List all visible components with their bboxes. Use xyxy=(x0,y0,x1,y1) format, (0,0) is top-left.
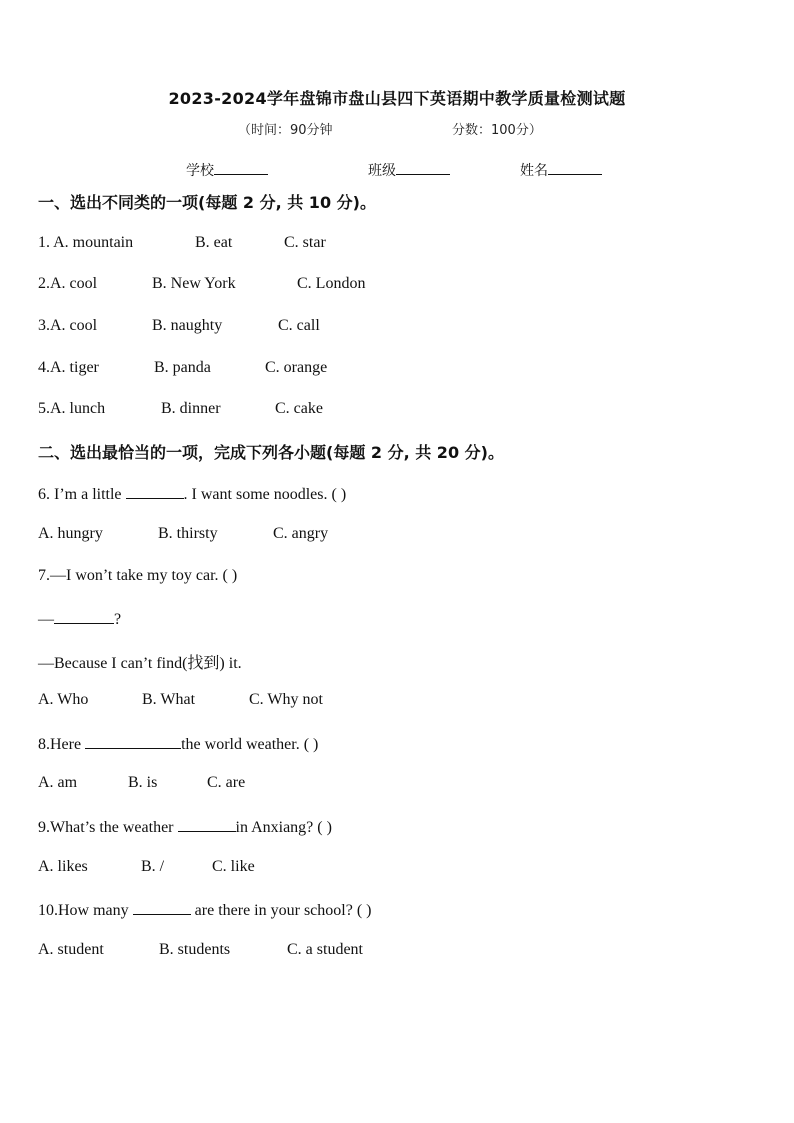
q9-text-post: in Anxiang? ( ) xyxy=(235,819,332,836)
class-field xyxy=(368,160,450,180)
time-label: （时间：90分钟 xyxy=(238,123,333,138)
school-field xyxy=(186,160,268,180)
q1-option-a: 1. A. mountain xyxy=(38,234,134,251)
q6-text-pre: 6. I’m a little xyxy=(38,486,126,503)
q1-option-b: B. eat xyxy=(195,234,233,251)
q8-option-a: A. am xyxy=(38,774,78,791)
q9-text-pre: 9.What’s the weather xyxy=(38,819,178,836)
q8-question xyxy=(38,733,318,754)
page-title: 2023-2024学年盘锦市盘山县四下英语期中教学质量检测试题 xyxy=(168,89,626,108)
q10-text-post: are there in your school? ( ) xyxy=(190,902,372,919)
q7-option-a: A. Who xyxy=(38,691,89,708)
q4-option-b: B. panda xyxy=(154,359,211,376)
school-blank xyxy=(214,160,268,175)
q7-question-mark: ? xyxy=(114,611,122,628)
q2-option-a: 2.A. cool xyxy=(38,275,98,292)
q7-option-c: C. Why not xyxy=(249,691,323,708)
q7-dialogue-line2 xyxy=(38,608,121,629)
q4-option-c: C. orange xyxy=(265,359,328,376)
q10-text-pre: 10.How many xyxy=(38,902,133,919)
q8-option-c: C. are xyxy=(207,774,246,791)
q6-answer-blank xyxy=(126,483,184,499)
q1-option-c: C. star xyxy=(284,234,326,251)
name-blank xyxy=(548,160,602,175)
q6-option-c: C. angry xyxy=(273,525,329,542)
q5-option-b: B. dinner xyxy=(161,400,221,417)
q6-option-a: A. hungry xyxy=(38,525,103,542)
q5-option-c: C. cake xyxy=(275,400,323,417)
school-label: 学校 xyxy=(186,163,214,179)
q7-option-b: B. What xyxy=(142,691,196,708)
q3-option-c: C. call xyxy=(278,317,320,334)
section2-heading: 二、选出最恰当的一项，完成下列各小题(每题 2 分, 共 20 分)。 xyxy=(38,443,504,462)
q8-answer-blank xyxy=(85,733,181,749)
q10-option-c: C. a student xyxy=(287,941,363,958)
q6-option-b: B. thirsty xyxy=(158,525,218,542)
q7-dialogue-line3: —Because I can’t find(找到) it. xyxy=(38,655,242,672)
q2-option-c: C. London xyxy=(297,275,366,292)
q6-text-post: . I want some noodles. ( ) xyxy=(183,486,347,503)
q4-option-a: 4.A. tiger xyxy=(38,359,99,376)
q3-option-a: 3.A. cool xyxy=(38,317,98,334)
q8-text-pre: 8.Here xyxy=(38,736,86,753)
q3-option-b: B. naughty xyxy=(152,317,223,334)
q9-option-b: B. / xyxy=(141,858,165,875)
score-label: 分数：100分） xyxy=(452,123,542,138)
name-field xyxy=(520,160,602,180)
q7-question: 7.—I won’t take my toy car. ( ) xyxy=(38,567,238,584)
name-label: 姓名 xyxy=(520,163,548,179)
q10-question xyxy=(38,899,371,920)
q5-option-a: 5.A. lunch xyxy=(38,400,106,417)
q9-answer-blank xyxy=(178,816,236,832)
class-label: 班级 xyxy=(368,163,396,179)
q10-option-b: B. students xyxy=(159,941,231,958)
q9-option-a: A. likes xyxy=(38,858,88,875)
q10-answer-blank xyxy=(133,899,191,915)
q9-question xyxy=(38,816,332,837)
q7-answer-blank xyxy=(54,608,114,624)
q7-dash: — xyxy=(38,611,54,628)
q2-option-b: B. New York xyxy=(152,275,236,292)
q10-option-a: A. student xyxy=(38,941,104,958)
q8-text-post: the world weather. ( ) xyxy=(181,736,319,753)
q9-option-c: C. like xyxy=(212,858,255,875)
q6-question xyxy=(38,483,346,504)
class-blank xyxy=(396,160,450,175)
q8-option-b: B. is xyxy=(128,774,158,791)
section1-heading: 一、选出不同类的一项(每题 2 分, 共 10 分)。 xyxy=(38,193,376,212)
